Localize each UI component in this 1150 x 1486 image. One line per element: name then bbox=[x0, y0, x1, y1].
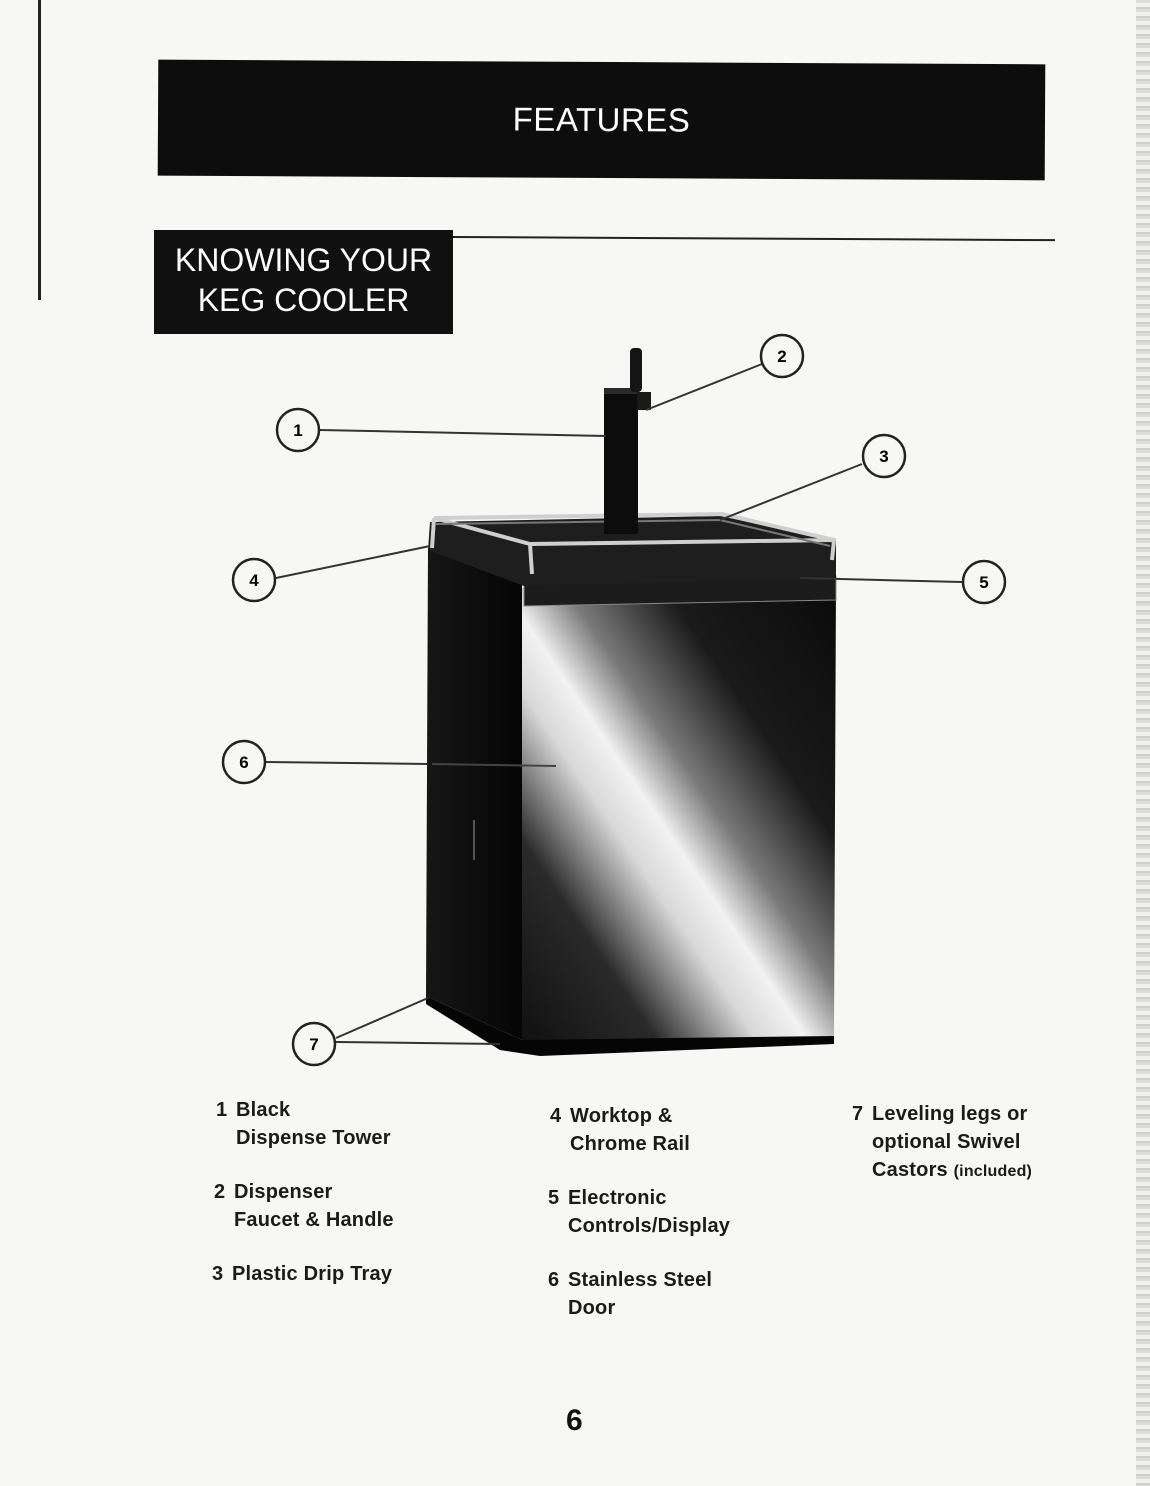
legend-item-3-line1: Plastic Drip Tray bbox=[232, 1263, 393, 1285]
legend-item-2-line1: Dispenser bbox=[234, 1181, 333, 1203]
legend-item-3-num: 3 bbox=[212, 1263, 224, 1285]
page-number: 6 bbox=[566, 1404, 583, 1437]
legend-item-4 bbox=[550, 1102, 690, 1158]
callout-2 bbox=[761, 335, 803, 377]
callout-5-label: 5 bbox=[979, 573, 989, 592]
legend-item-5 bbox=[548, 1184, 730, 1240]
legend-item-5-line1: Electronic bbox=[568, 1187, 667, 1209]
legend-item-1-line1: Black bbox=[236, 1099, 291, 1121]
legend-item-5-num: 5 bbox=[548, 1187, 560, 1209]
legend-item-7-num: 7 bbox=[852, 1103, 864, 1125]
legend-item-7-line1: Leveling legs or bbox=[872, 1103, 1028, 1125]
legend-item-4-line1: Worktop & bbox=[570, 1105, 673, 1127]
dispense-tower bbox=[604, 388, 638, 534]
features-title: FEATURES bbox=[512, 100, 691, 139]
legend-item-1-num: 1 bbox=[216, 1099, 228, 1121]
legend-item-3 bbox=[212, 1260, 392, 1288]
legend-item-7-suffix: (included) bbox=[953, 1163, 1033, 1180]
callout-3-label: 3 bbox=[879, 447, 889, 466]
legend-item-1 bbox=[216, 1096, 391, 1152]
callout-1 bbox=[277, 409, 319, 451]
section-label-line1: KNOWING YOUR bbox=[174, 242, 433, 278]
cabinet-side bbox=[426, 548, 522, 1040]
legend-item-7 bbox=[852, 1100, 1032, 1186]
callout-4 bbox=[233, 559, 275, 601]
callout-1-label: 1 bbox=[293, 421, 303, 440]
stainless-door bbox=[522, 580, 836, 1044]
legend-item-4-num: 4 bbox=[550, 1105, 562, 1127]
callout-5 bbox=[963, 561, 1005, 603]
legend-item-6-line2: Door bbox=[568, 1297, 616, 1319]
callout-6-label: 6 bbox=[239, 753, 249, 772]
callout-3 bbox=[863, 435, 905, 477]
callout-7 bbox=[293, 1023, 335, 1065]
callout-2-label: 2 bbox=[777, 347, 787, 366]
section-label-line2: KEG COOLER bbox=[197, 282, 410, 318]
legend-item-6-line1: Stainless Steel bbox=[568, 1269, 713, 1291]
legend-item-5-line2: Controls/Display bbox=[568, 1215, 731, 1237]
legend-item-2-num: 2 bbox=[214, 1181, 226, 1203]
callout-4-label: 4 bbox=[249, 571, 259, 590]
faucet-handle bbox=[630, 348, 642, 392]
legend-item-7-line3: Castors bbox=[872, 1159, 948, 1181]
legend-item-2 bbox=[214, 1178, 394, 1234]
legend-item-6-num: 6 bbox=[548, 1269, 560, 1291]
callout-7-label: 7 bbox=[309, 1035, 319, 1054]
callout-6 bbox=[223, 741, 265, 783]
legend-item-4-line2: Chrome Rail bbox=[570, 1133, 691, 1155]
legend-item-7-line2: optional Swivel bbox=[872, 1131, 1021, 1153]
legend-item-6 bbox=[548, 1266, 712, 1322]
legend-item-2-line2: Faucet & Handle bbox=[234, 1209, 394, 1231]
legend-item-1-line2: Dispense Tower bbox=[236, 1127, 391, 1149]
